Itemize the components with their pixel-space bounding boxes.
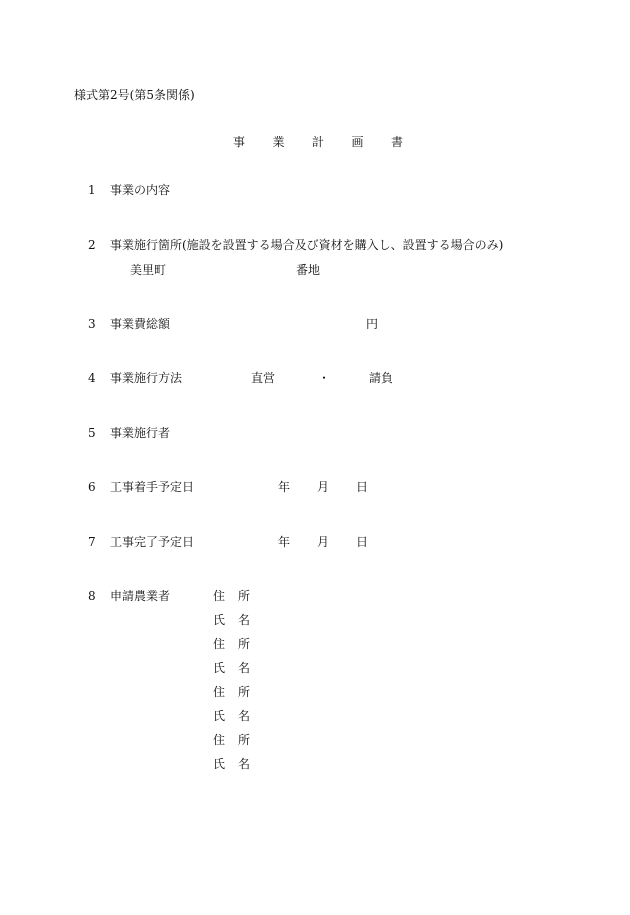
label-char: 住 [213, 685, 226, 699]
item-3-unit: 円 [366, 317, 379, 331]
item-4-label: 事業施行方法 [110, 371, 183, 385]
label-char: 名 [237, 661, 250, 675]
item-7-month: 月 [317, 535, 330, 549]
label-char: 名 [237, 613, 250, 627]
title-char: 事 [233, 135, 246, 149]
label-char: 住 [213, 637, 226, 651]
item-3-label: 事業費総額 [110, 317, 171, 331]
applicant-name-label [213, 757, 250, 771]
label-char: 所 [237, 589, 250, 603]
item-2-town: 美里町 [130, 263, 167, 277]
title-char: 画 [351, 135, 364, 149]
item-6-number: 6 [88, 480, 96, 494]
item-8-number: 8 [88, 589, 96, 603]
label-char: 名 [237, 757, 250, 771]
item-6-label: 工事着手予定日 [110, 480, 195, 494]
item-4-option-direct: 直営 [251, 371, 276, 385]
applicant-name-label [213, 661, 250, 675]
item-6-day: 日 [356, 480, 369, 494]
label-char: 氏 [213, 661, 226, 675]
label-char: 住 [213, 733, 226, 747]
applicant-address-label [213, 589, 250, 603]
item-8-label: 申請農業者 [110, 589, 171, 603]
applicant-name-label [213, 709, 250, 723]
item-6-month: 月 [317, 480, 330, 494]
item-2-number: 2 [88, 238, 96, 252]
item-7-day: 日 [356, 535, 369, 549]
item-7-year: 年 [278, 535, 291, 549]
label-char: 所 [237, 685, 250, 699]
title-char: 業 [272, 135, 285, 149]
label-char: 名 [237, 709, 250, 723]
label-char: 氏 [213, 757, 226, 771]
item-2-banchi: 番地 [296, 263, 321, 277]
item-2-label: 事業施行箇所(施設を設置する場合及び資材を購入し、設置する場合のみ) [110, 238, 504, 252]
title-char: 書 [390, 135, 403, 149]
item-6-year: 年 [278, 480, 291, 494]
applicant-address-label [213, 685, 250, 699]
document-title [233, 135, 403, 149]
applicant-address-label [213, 733, 250, 747]
form-number: 様式第2号(第5条関係) [74, 88, 195, 102]
title-char: 計 [311, 135, 324, 149]
item-4-separator: ・ [318, 371, 331, 385]
applicant-name-label [213, 613, 250, 627]
applicant-address-label [213, 637, 250, 651]
item-7-label: 工事完了予定日 [110, 535, 195, 549]
label-char: 所 [237, 637, 250, 651]
label-char: 所 [237, 733, 250, 747]
item-5-number: 5 [88, 426, 96, 440]
label-char: 氏 [213, 613, 226, 627]
item-1-label: 事業の内容 [110, 183, 171, 197]
item-1-number: 1 [88, 183, 96, 197]
item-4-number: 4 [88, 371, 96, 385]
label-char: 住 [213, 589, 226, 603]
item-4-option-contract: 請負 [369, 371, 394, 385]
label-char: 氏 [213, 709, 226, 723]
item-5-label: 事業施行者 [110, 426, 171, 440]
item-3-number: 3 [88, 317, 96, 331]
item-7-number: 7 [88, 535, 96, 549]
